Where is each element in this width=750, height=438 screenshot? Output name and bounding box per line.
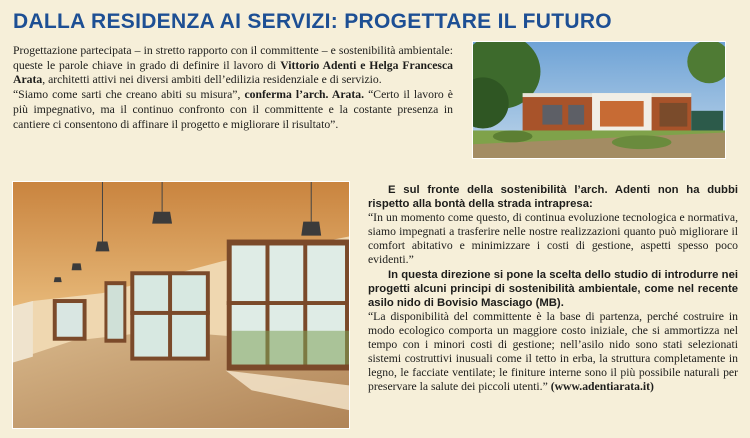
architect-names: Vittorio Adenti e Helga Francesca Arata [13, 58, 453, 87]
intro-quote-1: “Siamo come sarti che creano abiti su misura”, [13, 88, 245, 102]
question-1: E sul fronte della sostenibilità l’arch. Adenti non ha dubbi rispetto alla bontà della strada intrapresa: [368, 184, 738, 211]
question-2: In questa direzione si pone la scelta dello studio di introdurre nei progetti alcuni principi di sostenibilità ambientale, come nel recente asilo nido di Bovisio Masciago (MB). [368, 268, 738, 309]
intro-confirm: conferma l’arch. Arata. [244, 88, 365, 102]
intro-quote-2: “Certo il lavoro è più impegnativo, ma il continuo confronto con il committente e la costante presenza in cantiere ci consentono di affinare il progetto e migliorare il risultato”. [13, 88, 453, 131]
answer-2-text: “La disponibilità del committente è la base di partenza, perché costruire in modo ecologico comporta un maggiore costo iniziale, che si ammortizza nel tempo con i minori costi di gestione; nell’asilo nido sono stati selezionati sistemi costruttivi inusuali come il tetto in erba, la struttura completamente in legno, le facciate ventilate; le finiture interne sono il più possibile naturali per preservare la salute dei piccoli utenti.” [368, 309, 738, 394]
article-title: DALLA RESIDENZA AI SERVIZI: PROGETTARE IL FUTURO [13, 10, 612, 33]
intro-paragraph-1 [13, 44, 453, 88]
intro-text [13, 44, 453, 132]
interview-column [368, 183, 738, 394]
answer-1: “In un momento come questo, di continua evoluzione tecnologica e normativa, siamo impegnati a trasferire nelle nostre realizzazioni quanto può migliorare il comfort abitativo e minimizzare i costi di gestione, aspetti spesso poco evidenti.” [368, 211, 738, 267]
intro-p1-before: Progettazione partecipata – in stretto rapporto con il committente – e sostenibilità ambientale: queste le parole chiave in grado di definire il lavoro di [13, 44, 453, 72]
answer-2 [368, 310, 738, 395]
intro-p1-after: , architetti attivi nei diversi ambiti dell’edilizia residenziale e di servizio. [42, 73, 382, 87]
intro-paragraph-2 [13, 88, 453, 132]
website-link[interactable]: (www.adentiarata.it) [550, 380, 654, 394]
building-exterior-photo [472, 41, 726, 159]
interior-corridor-photo [12, 181, 350, 429]
